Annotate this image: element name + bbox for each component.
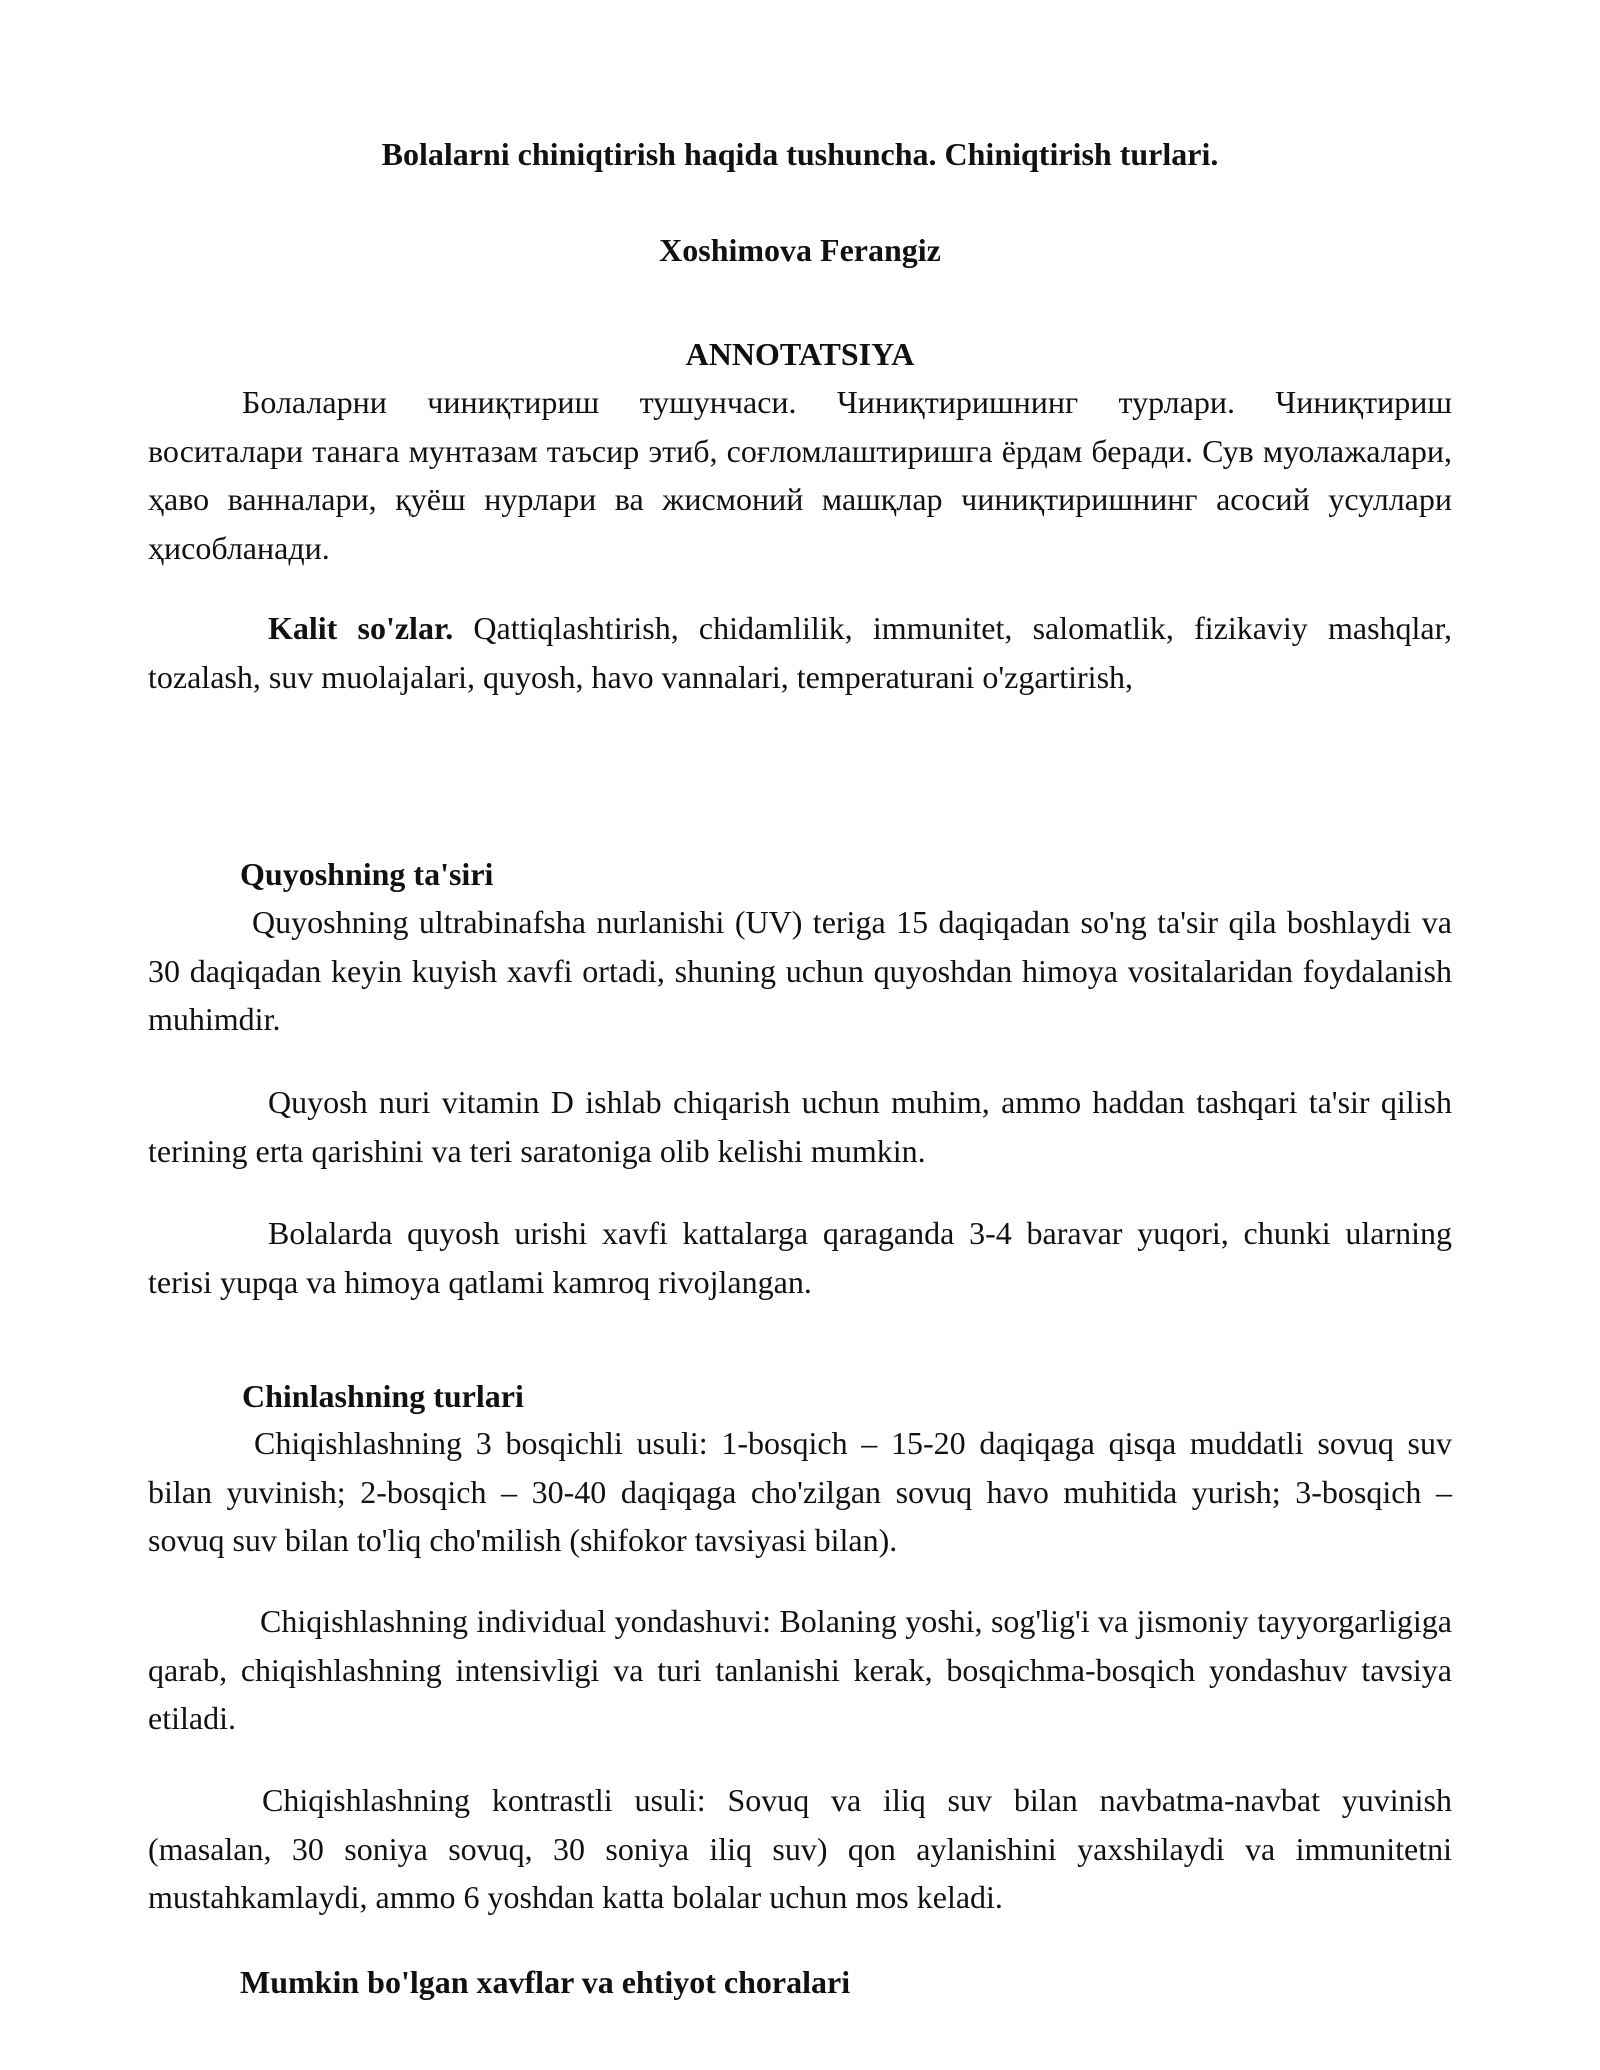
- types-paragraph-1: Chiqishlashning 3 bosqichli usuli: 1-bosqich – 15-20 daqiqaga qisqa muddatli sovuq suv bilan yuvinish; 2-bosqich – 30-40 daqiqaga cho'zilgan sovuq havo muhitida yurish; 3-bosqich – sovuq suv bilan to'liq cho'milish (shifokor tavsiyasi bilan).: [148, 1425, 1452, 1558]
- section-heading-risks: Mumkin bo'lgan xavflar va ehtiyot choralari: [240, 1964, 851, 2000]
- section-heading-types: Chinlashning turlari: [242, 1378, 524, 1414]
- sun-paragraph-1: Quyoshning ultrabinafsha nurlanishi (UV) teriga 15 daqiqadan so'ng ta'sir qila boshlaydi va 30 daqiqadan keyin kuyish xavfi ortadi, shuning uchun quyoshdan himoya vositalaridan foydalanish muhimdir.: [148, 904, 1452, 1037]
- sun-paragraph-3: Bolalarda quyosh urishi xavfi kattalarga qaraganda 3-4 baravar yuqori, chunki ularning terisi yupqa va himoya qatlami kamroq rivojlangan.: [148, 1215, 1452, 1300]
- annotation-heading: ANNOTATSIYA: [685, 336, 915, 372]
- keywords-label: Kalit so'zlar.: [268, 610, 454, 646]
- document-title: Bolalarni chiniqtirish haqida tushuncha. Chiniqtirish turlari.: [381, 136, 1219, 172]
- annotation-text: Болаларни чиниқтириш тушунчаси. Чиниқтиришнинг турлари. Чиниқтириш воситалари танага мунтазам таъсир этиб, соғломлаштиришга ёрдам беради. Сув муолажалари, ҳаво ванналари, қуёш нурлари ва жисмоний машқлар чиниқтиришнинг асосий усуллари ҳисобланади.: [148, 384, 1452, 566]
- types-paragraph-3: Chiqishlashning kontrastli usuli: Sovuq va iliq suv bilan navbatma-navbat yuvinish (masalan, 30 soniya sovuq, 30 soniya iliq suv) qon aylanishini yaxshilaydi va immunitetni mustahkamlaydi, ammo 6 yoshdan katta bolalar uchun mos keladi.: [148, 1782, 1452, 1915]
- keywords-paragraph: [148, 604, 1452, 701]
- types-paragraph-2: Chiqishlashning individual yondashuvi: Bolaning yoshi, sog'lig'i va jismoniy tayyorgarligiga qarab, chiqishlashning intensivligi va turi tanlanishi kerak, bosqichma-bosqich yondashuv tavsiya etiladi.: [148, 1603, 1452, 1736]
- document-author: Xoshimova Ferangiz: [659, 232, 941, 268]
- keywords-text: Qattiqlashtirish, chidamlilik, immunitet, salomatlik, fizikaviy mashqlar, tozalash, suv muolajalari, quyosh, havo vannalari, temperaturani o'zgartirish,: [148, 610, 1453, 695]
- section-heading-sun: Quyoshning ta'siri: [240, 856, 494, 892]
- sun-paragraph-2: Quyosh nuri vitamin D ishlab chiqarish uchun muhim, ammo haddan tashqari ta'sir qilish terining erta qarishini va teri saratoniga olib kelishi mumkin.: [148, 1084, 1452, 1169]
